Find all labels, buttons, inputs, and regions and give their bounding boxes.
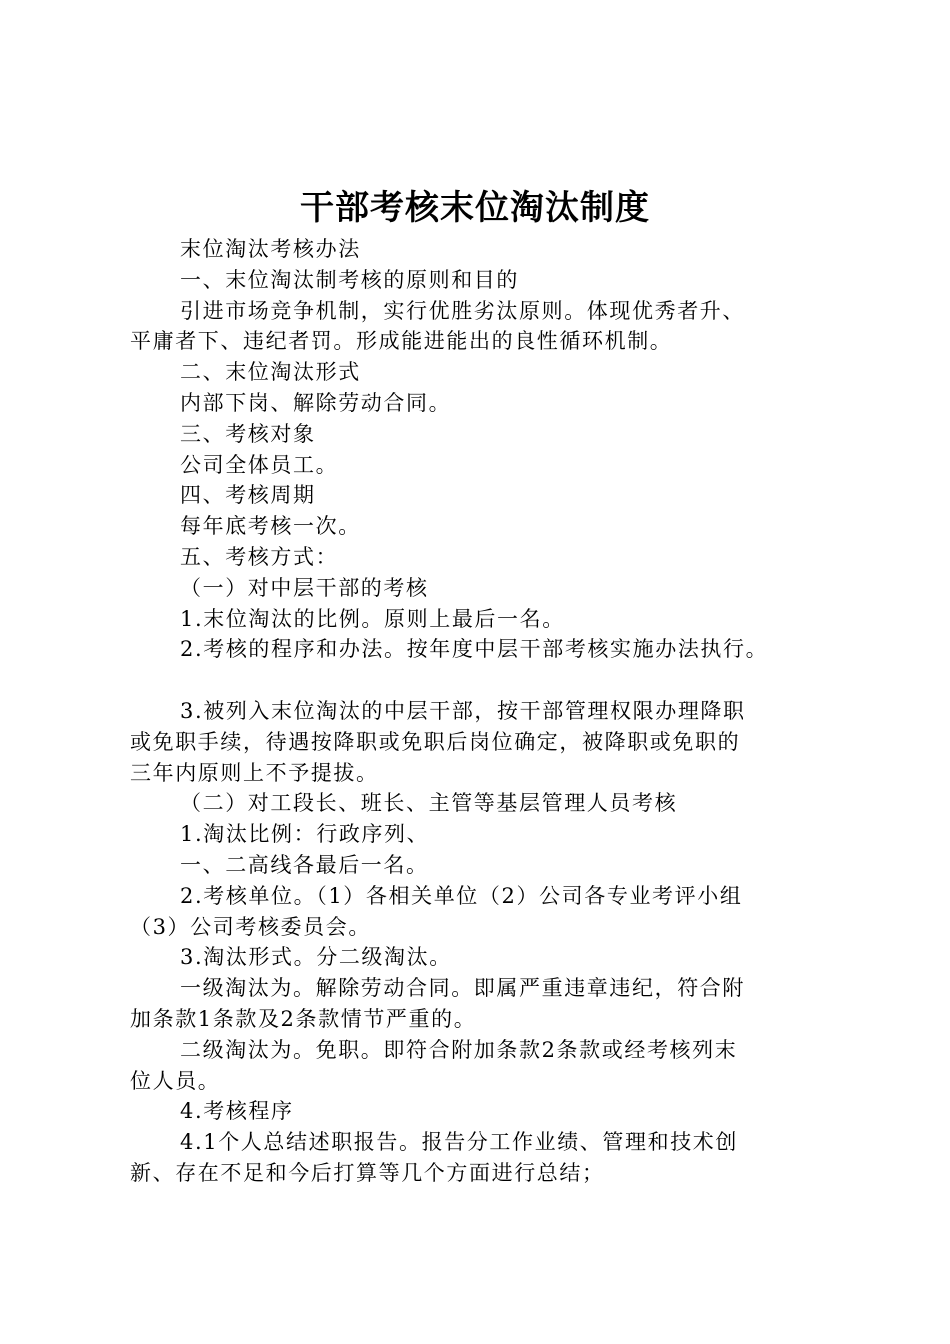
document-line: 一级淘汰为。解除劳动合同。即属严重违章违纪，符合附 (180, 976, 745, 1001)
document-line: 三、考核对象 (180, 421, 316, 446)
document-line: 新、存在不足和今后打算等几个方面进行总结； (130, 1160, 605, 1185)
document-title: 干部考核末位淘汰制度 (300, 188, 650, 228)
document-line: （二）对工段长、班长、主管等基层管理人员考核 (180, 791, 678, 816)
document-line: 五、考核方式： (180, 544, 339, 569)
document-line: 三年内原则上不予提拔。 (130, 760, 379, 785)
document-line: 二级淘汰为。免职。即符合附加条款2条款或经考核列末 (180, 1037, 738, 1062)
document-body (130, 234, 835, 1189)
document-line: 内部下岗、解除劳动合同。 (180, 390, 452, 415)
document-line: 1.淘汰比例：行政序列、 (180, 822, 430, 847)
document-line: 位人员。 (130, 1068, 221, 1093)
document-line: 末位淘汰考核办法 (180, 237, 361, 261)
document-line: （一）对中层干部的考核 (180, 575, 429, 600)
document-line: 一、二高线各最后一名。 (180, 852, 429, 877)
document-line: 加条款1条款及2条款情节严重的。 (130, 1006, 477, 1031)
document-line: 平庸者下、违纪者罚。形成能进能出的良性循环机制。 (130, 329, 673, 354)
document-line: 1.末位淘汰的比例。原则上最后一名。 (180, 606, 565, 631)
document-line: 2.考核的程序和办法。按年度中层干部考核实施办法执行。 (180, 637, 769, 662)
document-line: 4.考核程序 (180, 1099, 294, 1124)
document-line: 二、末位淘汰形式 (180, 360, 361, 385)
blank-line (130, 665, 835, 696)
document-line: 4.1个人总结述职报告。报告分工作业绩、管理和技术创 (180, 1130, 738, 1155)
document-line: （3）公司考核委员会。 (130, 914, 371, 939)
document-line: 每年底考核一次。 (180, 514, 361, 539)
document-line: 一、末位淘汰制考核的原则和目的 (180, 267, 519, 292)
document-line: 或免职手续，待遇按降职或免职后岗位确定，被降职或免职的 (130, 729, 741, 754)
document-line: 四、考核周期 (180, 483, 316, 508)
document-line: 2.考核单位。（1）各相关单位（2）公司各专业考评小组 (180, 883, 743, 908)
document-line: 3.淘汰形式。分二级淘汰。 (180, 945, 452, 970)
document-line: 引进市场竞争机制，实行优胜劣汰原则。体现优秀者升、 (180, 298, 745, 323)
document-line: 公司全体员工。 (180, 452, 339, 477)
document-line: 3.被列入末位淘汰的中层干部，按干部管理权限办理降职 (180, 698, 746, 723)
